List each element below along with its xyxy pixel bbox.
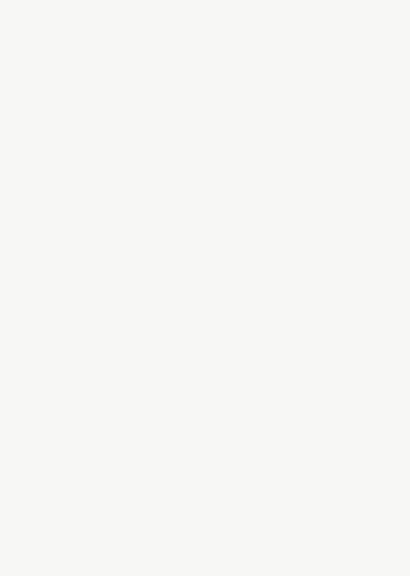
table-of-contents (30, 44, 358, 70)
